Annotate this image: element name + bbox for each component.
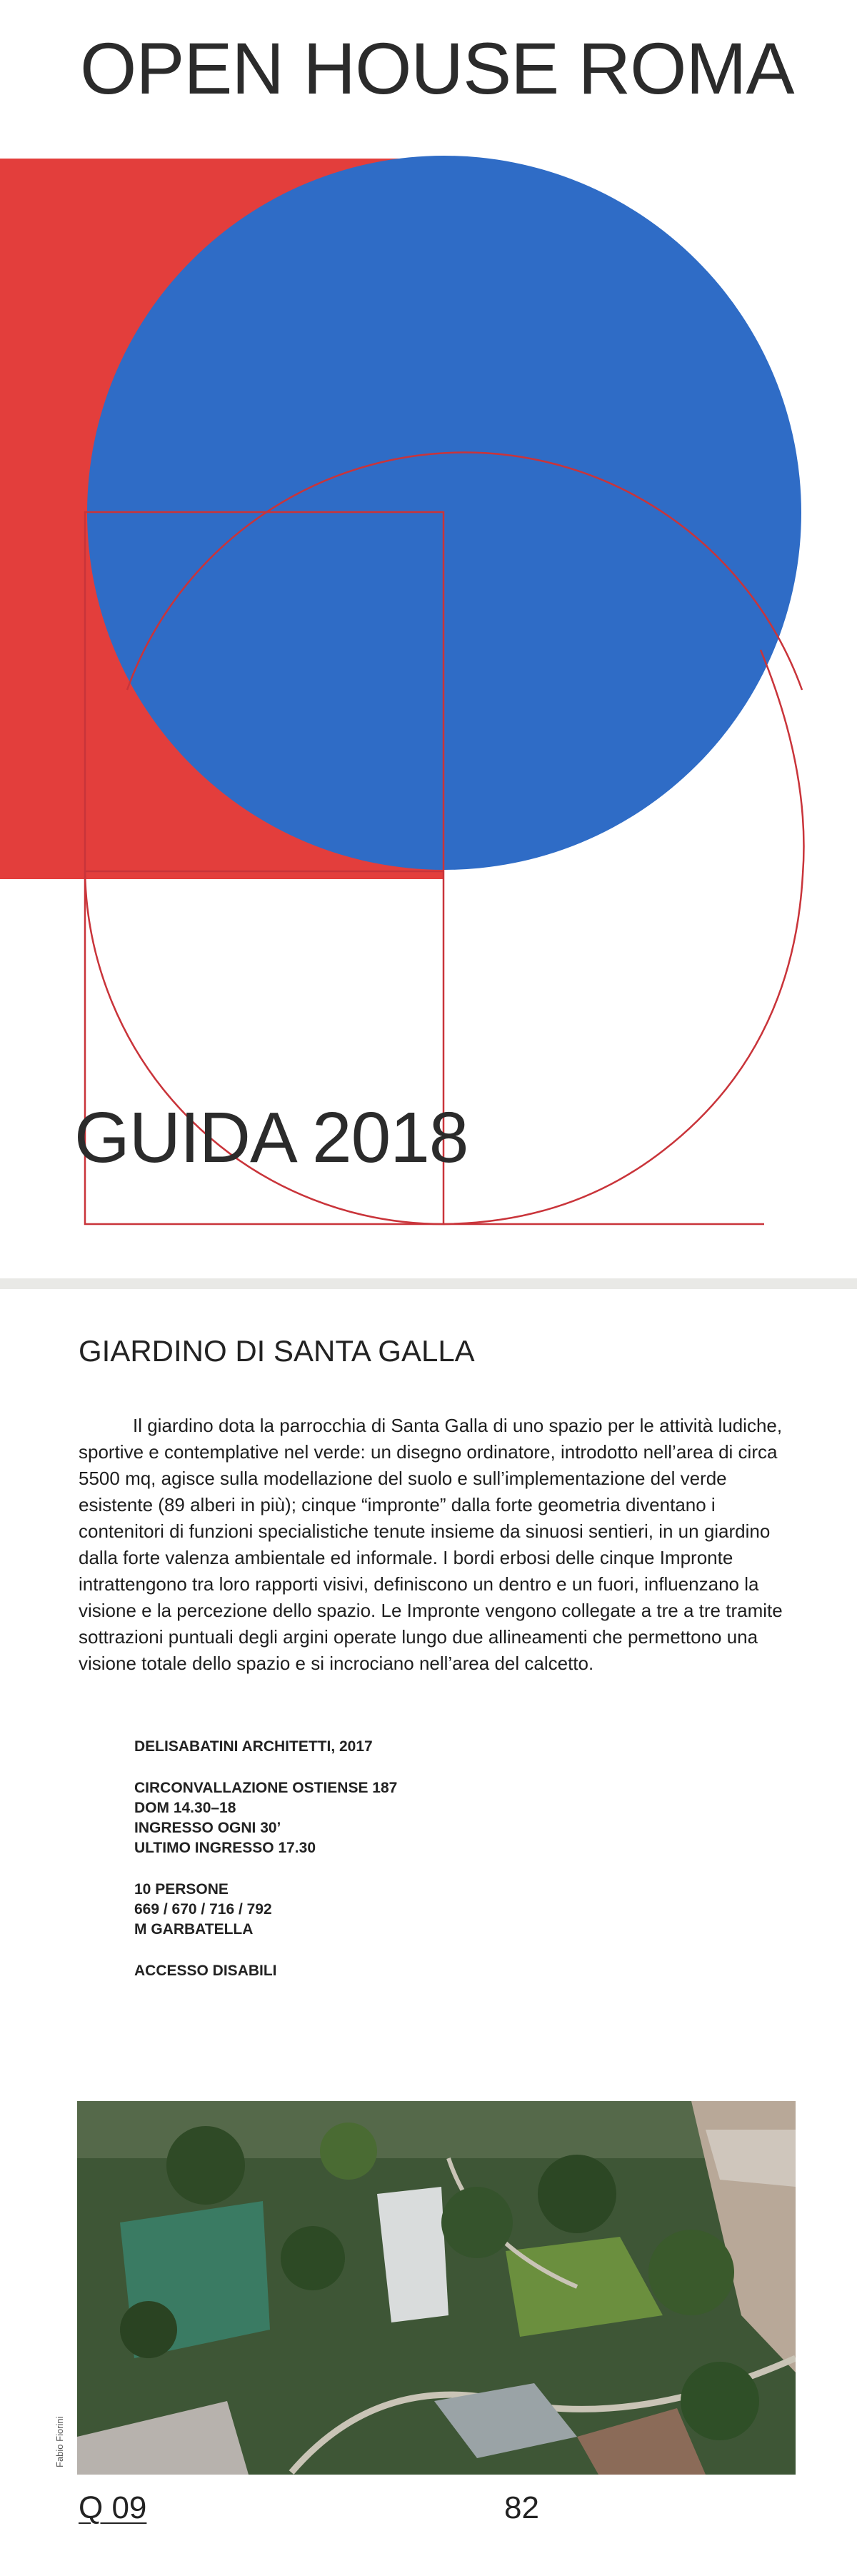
cover-page [0, 0, 857, 1278]
accessibility-line: ACCESSO DISABILI [134, 1963, 277, 1979]
bus-lines: 669 / 670 / 716 / 792 [134, 1901, 272, 1918]
entry-code: Q 09 [79, 2490, 147, 2525]
page-number: 82 [504, 2490, 539, 2525]
entry-interval-line: INGRESSO OGNI 30’ [134, 1820, 281, 1836]
address-line: CIRCONVALLAZIONE OSTIENSE 187 [134, 1780, 398, 1796]
garden-aerial-photo [77, 2101, 796, 2475]
cover-title: OPEN HOUSE ROMA [80, 28, 794, 109]
guida-title: GUIDA 2018 [74, 1098, 468, 1178]
entry-description: Il giardino dota la parrocchia di Santa Galla di uno spazio per le attività ludiche, sportive e contemplative nel verde: un disegno ordinatore, introdotto nell’area di circa 5500 mq, agisce sulla modellazione del suolo e sull’implementazione del verde esistente (89 alberi in più); cinque “impronte” dalla forte geometria diventano i contenitori di funzioni specialistiche tenute insieme da sinuosi sentieri, in un giardino dalla forte valenza ambientale ed informale. I bordi erbosi delle cinque Impronte intrattengono tra loro rapporti visivi, definiscono un dentro e un fuori, influenzano la visione e la percezione dello spazio. Le Impronte vengono collegate a tre a tre tramite sottrazioni puntuali degli argini operate lungo due allineamenti che permettono una visione totale dello spazio e si incrociano nell’area del calcetto. [79, 1415, 783, 1674]
garden-photo-illustration [77, 2101, 796, 2475]
entry-info [134, 1737, 706, 2003]
group-size-line: 10 PERSONE [134, 1881, 229, 1898]
entry-title: GIARDINO DI SANTA GALLA [79, 1334, 475, 1368]
photo-credit: Fabio Fiorini [54, 2416, 65, 2467]
golden-ratio-graphic [0, 0, 857, 1278]
page-gap [0, 1278, 857, 1289]
hours-line: DOM 14.30–18 [134, 1800, 236, 1816]
last-entry-line: ULTIMO INGRESSO 17.30 [134, 1840, 316, 1856]
architect-line: DELISABATINI ARCHITETTI, 2017 [134, 1738, 373, 1755]
metro-line: M GARBATELLA [134, 1921, 254, 1938]
